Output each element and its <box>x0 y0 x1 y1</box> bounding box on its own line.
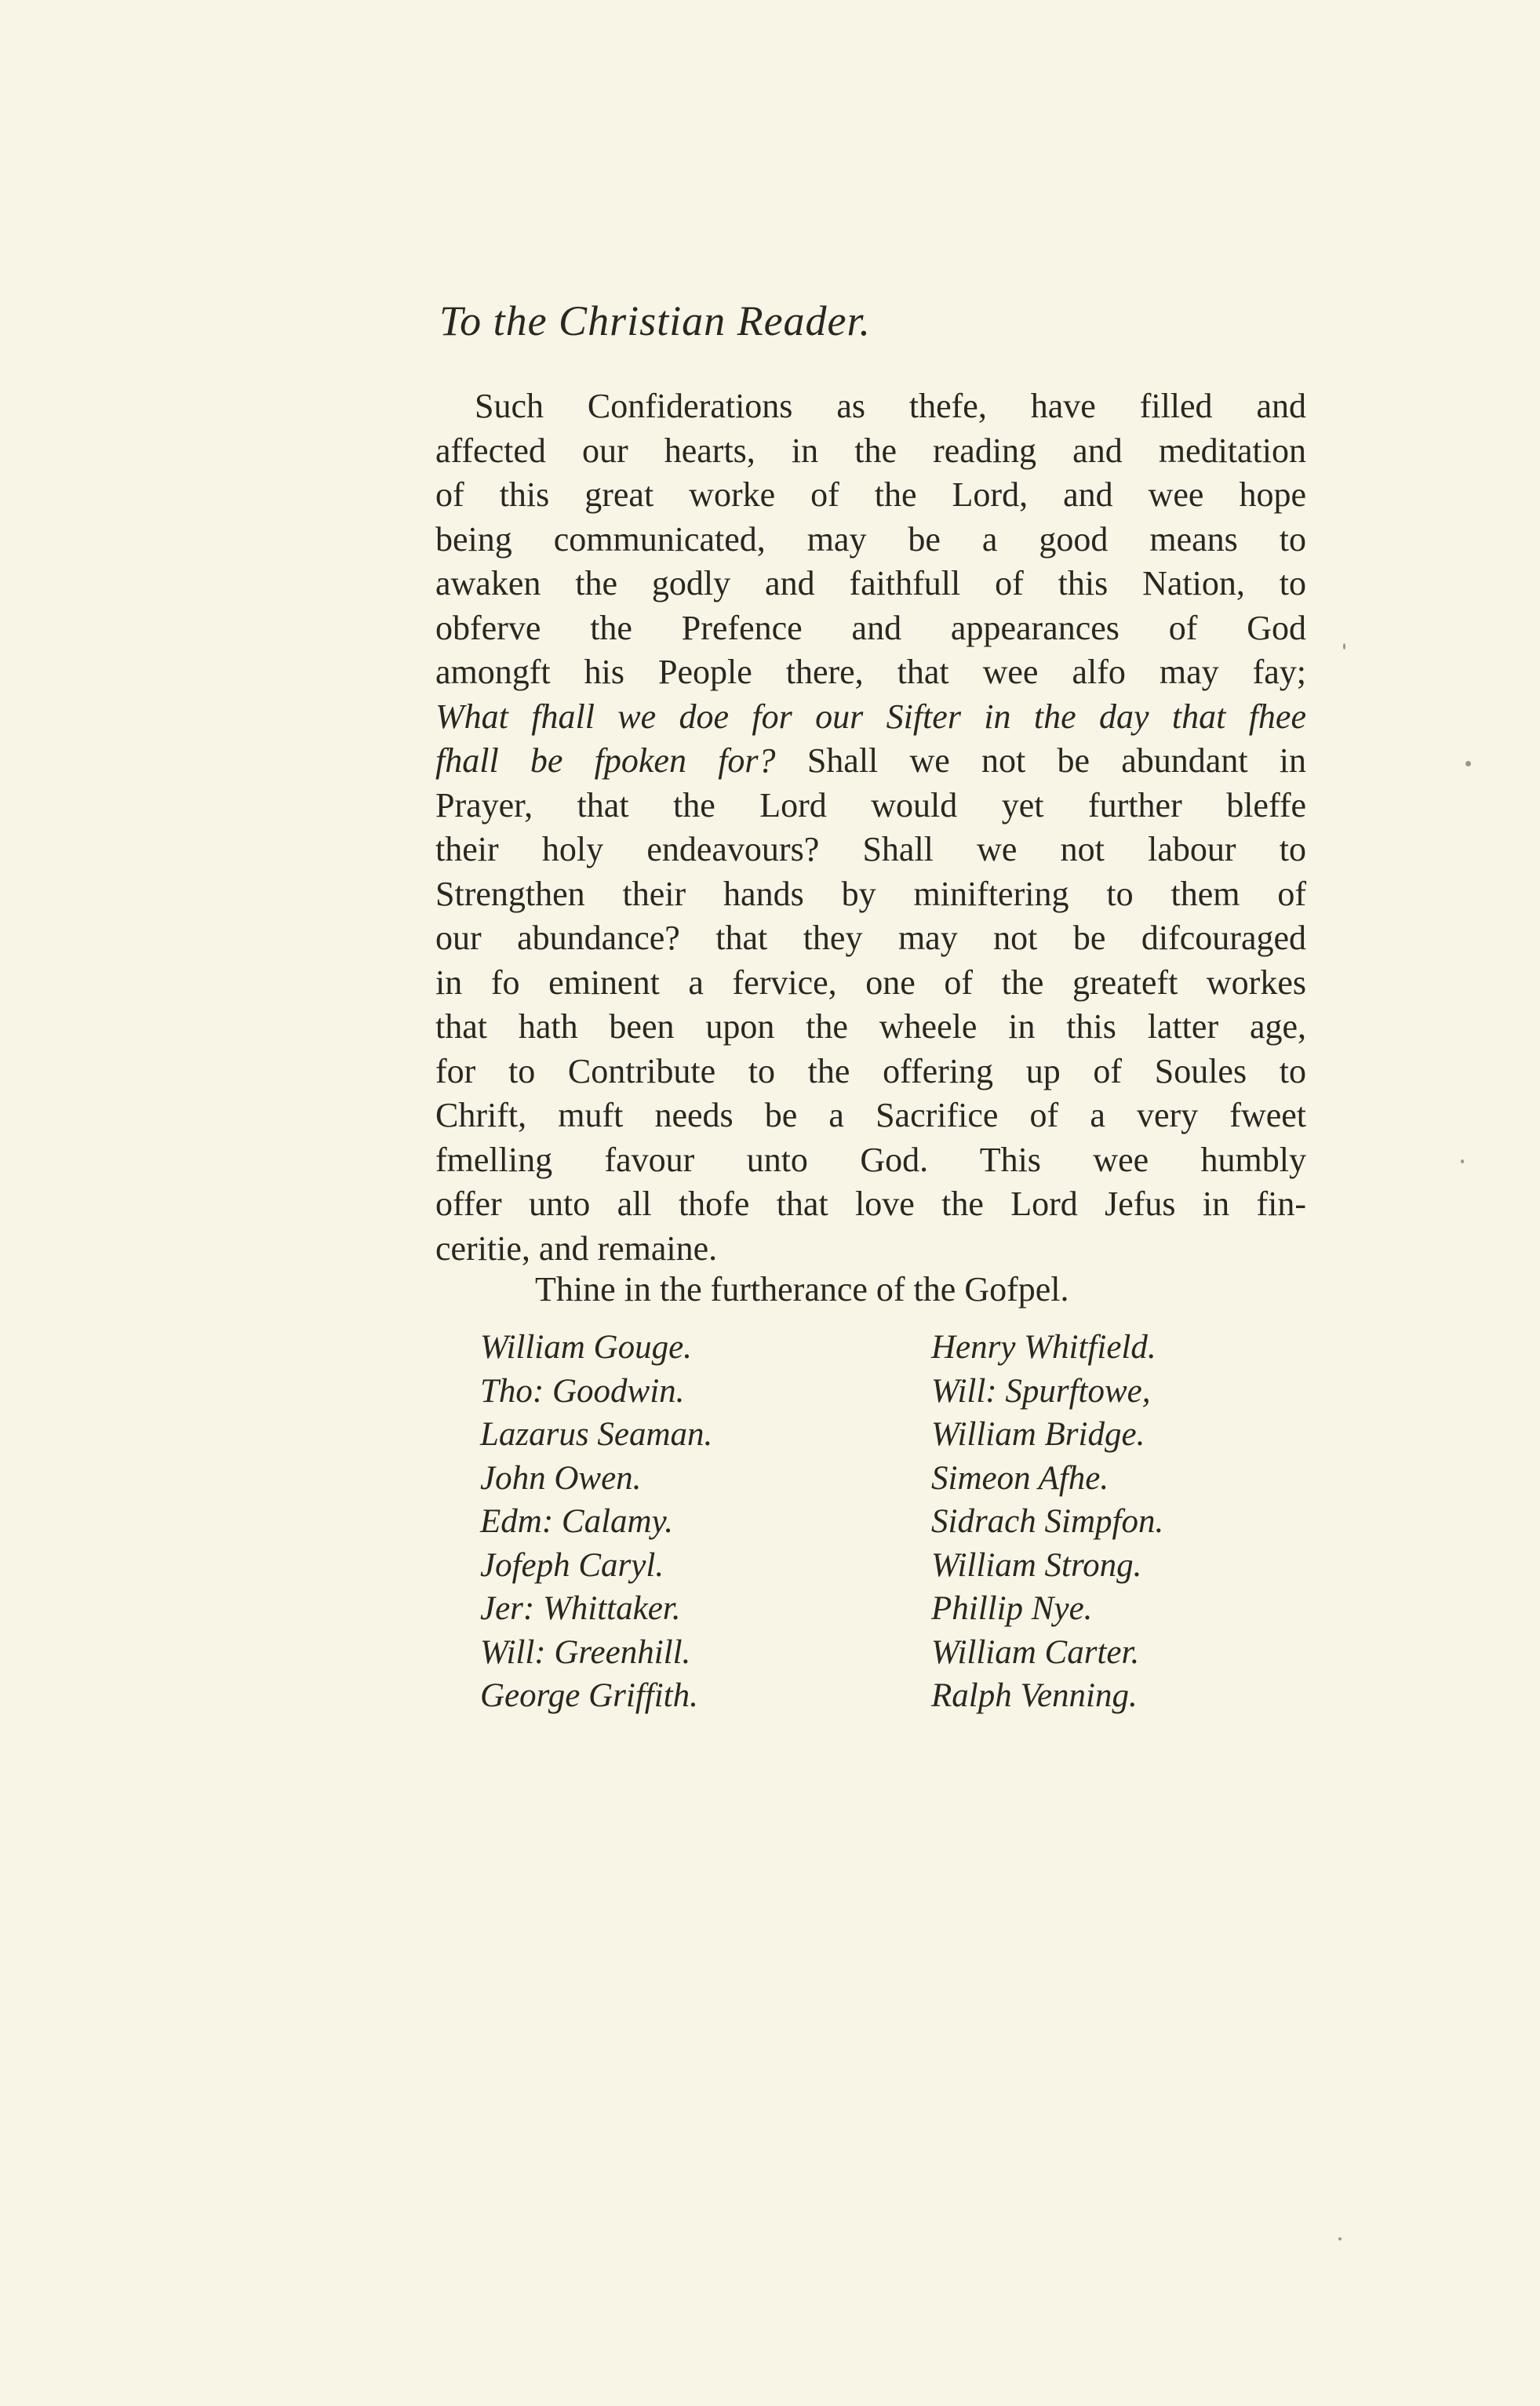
signatory-name: Edm: Calamy. <box>480 1503 674 1540</box>
signatory-name: Will: Spurftowe, <box>931 1372 1151 1410</box>
signatories-left-column <box>480 1326 712 1718</box>
signatories-right-column <box>931 1326 1163 1718</box>
closing-line: Thine in the furtherance of the Gofpel. <box>535 1270 1069 1309</box>
body-line: affected our hearts, in the reading and meditation <box>435 431 1306 470</box>
signatory-name: William Gouge. <box>480 1329 692 1366</box>
signatories <box>480 1326 1265 1734</box>
body-line: Prayer, that the Lord would yet further bleffe <box>435 785 1306 824</box>
signatory-name: Sidrach Simpfon. <box>931 1503 1164 1540</box>
body-line-italic <box>435 695 1306 740</box>
signatory-name: Henry Whitfield. <box>931 1329 1156 1366</box>
body-line: offer unto all thofe that love the Lord Jefus in fin- <box>435 1185 1306 1223</box>
body-line: in fo eminent a fervice, one of the greateft workes <box>435 963 1306 1002</box>
body-line-rest: Shall we not be abundant in <box>806 741 1307 780</box>
signatory-name: Simeon Afhe. <box>931 1459 1109 1497</box>
body-line: ceritie, and remaine. <box>435 1228 718 1268</box>
signatory-name: Jer: Whittaker. <box>480 1590 681 1627</box>
signatory-name: John Owen. <box>480 1459 642 1497</box>
paper-speck <box>1343 643 1345 650</box>
page-heading: To the Christian Reader. <box>439 297 872 344</box>
body-line: our abundance? that they may not be difcouraged <box>435 919 1306 957</box>
body-line: Strengthen their hands by miniftering to them of <box>435 874 1306 913</box>
body-line: that hath been upon the wheele in this latter age, <box>435 1007 1306 1046</box>
signatory-name: Tho: Goodwin. <box>480 1372 685 1410</box>
paper-speck <box>1461 1159 1464 1163</box>
body-line-mixed <box>435 739 1306 784</box>
italic-quote-end: fhall be fpoken for? <box>435 741 776 780</box>
body-line: their holy endeavours? Shall we not labour to <box>435 830 1306 868</box>
signatory-name: Jofeph Caryl. <box>480 1546 664 1584</box>
signatory-name: George Griffith. <box>480 1677 698 1714</box>
body-line: amongft his People there, that wee alfo may fay; <box>435 653 1306 691</box>
body-line: Such Confiderations as thefe, have filled and <box>475 387 1306 425</box>
body-line: Chrift, muft needs be a Sacrifice of a very fweet <box>435 1096 1306 1134</box>
italic-quote: What fhall we doe for our Sifter in the day that fhee <box>435 697 1306 736</box>
paper-speck <box>1465 761 1471 766</box>
body-line: being communicated, may be a good means to <box>435 519 1306 559</box>
body-line: awaken the godly and faithfull of this Nation, to <box>435 564 1306 602</box>
signatory-name: William Carter. <box>931 1633 1140 1671</box>
paper-speck <box>1338 2237 1342 2240</box>
body-text <box>435 384 1306 1271</box>
body-line: obferve the Prefence and appearances of God <box>435 608 1306 647</box>
signatory-name: William Bridge. <box>931 1416 1145 1453</box>
signatory-name: Ralph Venning. <box>931 1677 1138 1714</box>
body-line: of this great worke of the Lord, and wee hope <box>435 475 1306 514</box>
signatory-name: Will: Greenhill. <box>480 1633 691 1671</box>
body-line: fmelling favour unto God. This wee humbly <box>435 1140 1306 1179</box>
signatory-name: Lazarus Seaman. <box>480 1416 713 1453</box>
body-line: for to Contribute to the offering up of Soules to <box>435 1051 1306 1090</box>
signatory-name: William Strong. <box>931 1546 1142 1584</box>
signatory-name: Phillip Nye. <box>931 1590 1093 1627</box>
